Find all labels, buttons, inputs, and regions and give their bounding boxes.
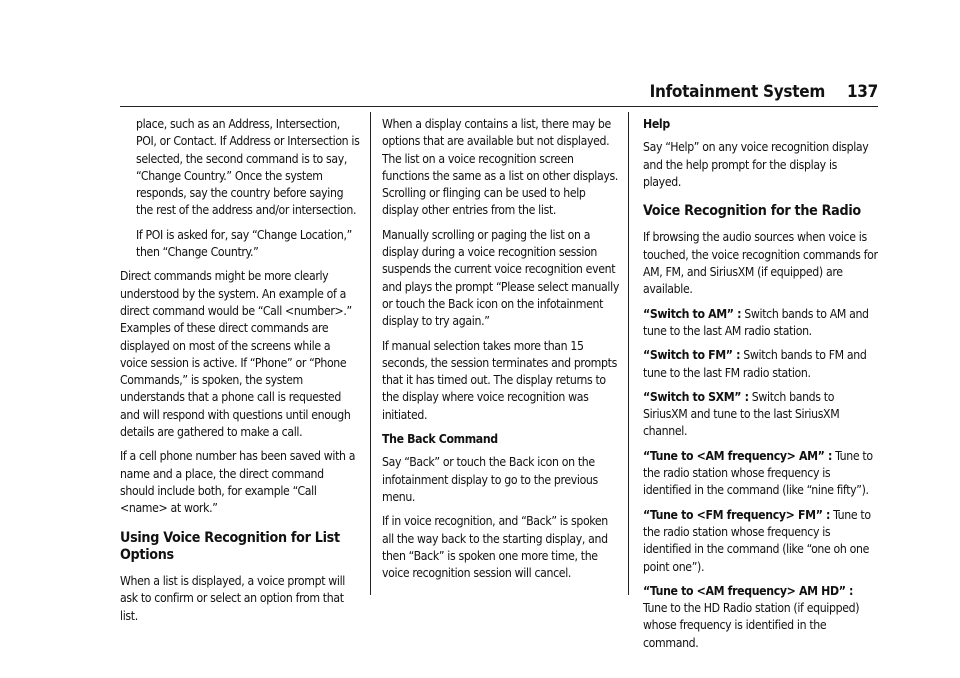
header-rule [120,106,878,107]
page-header [650,82,878,106]
command-item [643,347,878,382]
column-middle [382,108,620,598]
paragraph: place, such as an Address, Intersection, POI, or Contact. If Address or Intersection is selected, the second command is to say, “Change Country.” Once the system responds, say the country before saying the rest of the address and/or intersection. [136,117,360,218]
column-left [120,108,360,623]
page-number: 137 [846,82,878,102]
command-description: Tune to the radio station whose frequency is identified in the command (like “nine fifty”). [643,448,873,498]
column-right [643,108,878,650]
command-term: “Tune to <AM frequency> AM HD” : [643,583,854,598]
command-item [643,448,878,500]
subheading: Help [643,117,670,131]
paragraph: If browsing the audio sources when voice is touched, the voice recognition commands for AM, FM, and SiriusXM (if equipped) are available. [643,230,878,297]
section-title: Infotainment System [649,82,825,102]
command-description: Switch bands to FM and tune to the last FM radio station. [643,348,867,380]
command-term: “Tune to <AM frequency> AM” : [643,448,833,463]
command-term: “Switch to SXM” : [643,389,749,404]
paragraph: If in voice recognition, and “Back” is spoken all the way back to the starting display, and then “Back” is spoken one more time, the voice recognition session will cancel. [382,514,608,581]
command-description: Tune to the HD Radio station (if equipped) whose frequency is identified in the command. [643,601,860,650]
command-term: “Switch to AM” : [643,306,742,321]
command-term: “Switch to FM” : [643,348,741,363]
command-description: Tune to the radio station whose frequency is identified in the command (like “one oh one point one”). [643,507,871,574]
section-heading: Voice Recognition for the Radio [643,203,861,220]
paragraph: When a display contains a list, there may be options that are available but not displayed. The list on a voice recognition screen functions the same as a list on other displays. Scrolling or flinging can be used to help display other entries from the list. [382,117,619,218]
command-description: Switch bands to SiriusXM and tune to the last SiriusXM channel. [643,389,840,439]
paragraph: Direct commands might be more clearly understood by the system. An example of a direct command would be “Call <number>.” Examples of these direct commands are displayed on most of the screens while a voice session is active. If “Phone” or “Phone Commands,” is spoken, the system understands that a phone call is requested and will respond with questions until enough details are gathered to make a call. [120,269,352,440]
paragraph: If POI is asked for, say “Change Location,” then “Change Country.” [136,227,352,260]
paragraph: If manual selection takes more than 15 seconds, the session terminates and prompts that it has timed out. The display returns to the display where voice recognition was initiated. [382,338,617,422]
subheading: The Back Command [382,432,498,447]
paragraph: When a list is displayed, a voice prompt will ask to confirm or select an option from that list. [120,574,345,623]
paragraph: Manually scrolling or paging the list on a display during a voice recognition session suspends the current voice recognition event and plays the prompt “Please select manually or touch the Back icon on the infotainment display to try again.” [382,227,619,329]
command-item [643,507,878,576]
paragraph: Say “Back” or touch the Back icon on the infotainment display to go to the previous menu. [382,455,598,504]
paragraph: If a cell phone number has been saved with a name and a place, the direct command should include both, for example “Call <name> at work.” [120,449,356,516]
paragraph: Say “Help” on any voice recognition display and the help prompt for the display is played. [643,140,869,189]
command-item [643,306,878,341]
section-heading: Using Voice Recognition for List Options [120,529,340,563]
column-divider-1 [370,112,371,595]
command-item [643,583,878,652]
column-divider-2 [628,112,629,595]
command-description: Switch bands to AM and tune to the last AM radio station. [643,306,869,338]
command-term: “Tune to <FM frequency> FM” : [643,507,831,522]
command-item [643,389,878,441]
